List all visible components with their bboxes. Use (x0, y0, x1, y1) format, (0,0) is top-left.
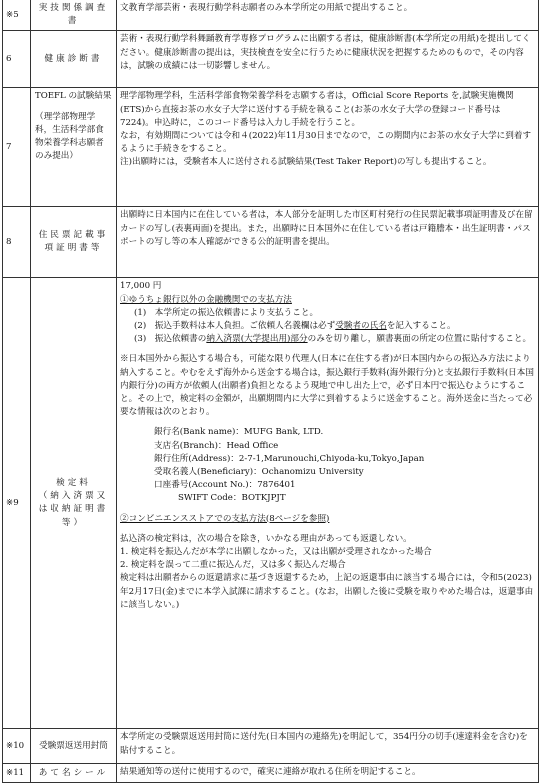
document-name (31, 278, 117, 729)
refund-case: 2. 検定料を誤って二重に振込んだ，又は多く振込んだ場合 (120, 560, 346, 571)
step-emphasis: 受験者の氏名 (335, 321, 387, 332)
row-number: 7 (3, 88, 31, 207)
bank-account-number: 口座番号(Account No.)：7876401 (154, 480, 296, 491)
document-description: 本学所定の受験票返送用封筒に送付先(日本国内の連絡先)を明記して，354円分の切手(速達料金を含む)を貼付すること。 (117, 729, 539, 764)
bank-name: 銀行名(Bank name)：MUFG Bank, LTD. (154, 427, 324, 438)
toefl-instruction: 理学部物理学科，生活科学部食物栄養学科を志願する者は，Official Score Reports を,試験実施機関(ETS)から直接お茶の水女子大学に送付する手続を執ること(お茶の水女子大学の登録コード番号は 7224)。申込時に，このコード番号は入力し手続を行うこと。 (120, 91, 514, 128)
toefl-copy-note: 注)出願時には，受験者本人に送付される試験結果(Test Taker Report)の写しも提出すること。 (120, 157, 492, 168)
document-name (31, 88, 117, 207)
bank-swift-code: SWIFT Code：BOTKJPJT (178, 493, 286, 504)
step-text: (2) 振込手数料は本人負担。ご依頼人名義欄は必ず (134, 321, 336, 332)
document-name-condition: （納入済票又は収納証明書等） (38, 491, 109, 528)
bank-payment-step (120, 320, 535, 333)
row-number: ※10 (3, 729, 31, 764)
document-description: 芸術・表現行動学科舞踊教育学専修プログラムに出願する者は，健康診断書(本学所定の用紙)を提出してください。健康診断書の提出は，実技検査を安全に行うために健康状況を把握するためのもので，その内容は，試験の成績には一切影響しません。 (117, 31, 539, 88)
bank-beneficiary: 受取名義人(Beneficiary)：Ochanomizu University (154, 467, 364, 478)
refund-request-note: 検定料は出願者からの返還請求に基づき返還するため，上記の返還事由に該当する場合には，令和5(2023)年2月17日(金)までに本学入試課に請求すること。(なお，出願した後に受験を取りやめた場合は，返還事由に該当しない。) (120, 573, 534, 610)
document-description: 文教育学部芸術・表現行動学科志願者のみ本学所定の用紙で提出すること。 (117, 0, 539, 31)
convenience-store-payment-heading: ②コンビニエンスストアでの支払方法(8ページを参照) (120, 513, 330, 524)
step-text: のみを切り離し，願書裏面の所定の位置に貼付すること。 (307, 334, 532, 345)
table-row (3, 764, 539, 783)
document-name: 住民票記載事項証明書等 (31, 207, 117, 278)
document-name: 実技関係調査書 (31, 0, 117, 31)
application-documents-table-page (2, 0, 538, 783)
bank-payment-step (120, 333, 535, 346)
exam-fee-amount: 17,000 円 (120, 281, 162, 292)
overseas-payment-note: ※日本国外から振込する場合も，可能な限り代理人(日本に在住する者)が日本国内からの振込み方法により納入すること。やむをえず海外から送金する場合は，振込銀行手数料(海外銀行分)と支払銀行手数料(日本国内銀行分)の両方が依頼人(出願者)負担となるよう現地で申し出た上で，必ず日本円で振込むようにすること。その上で，検定料の金額が，出願期間内に大学に到着するように送金すること。海外送金に当たって必要な情報は次のとおり。 (120, 354, 534, 418)
bank-payment-heading: ①ゆうちょ銀行以外の金融機関での支払方法 (120, 294, 292, 305)
document-description: 結果通知等の送付に使用するので，確実に連絡が取れる住所を明記すること。 (117, 764, 539, 783)
table-row (3, 88, 539, 207)
toefl-validity-note: なお，有効期間については令和４(2022)年11月30日までなので，この期間内にお茶の水女子大学に到着するように手続きをすること。 (120, 131, 532, 155)
document-name: あて名シール (31, 764, 117, 783)
table-row (3, 278, 539, 729)
step-emphasis: 納入済票(大学提出用)部分 (206, 334, 308, 345)
bank-branch: 支店名(Branch)：Head Office (154, 440, 279, 451)
table-row (3, 207, 539, 278)
row-number: ※9 (3, 278, 31, 729)
document-description (117, 278, 539, 729)
row-number: ※11 (3, 764, 31, 783)
table-row (3, 729, 539, 764)
document-name: 受験票返送用封筒 (31, 729, 117, 764)
document-description (117, 88, 539, 207)
step-text: (3) 振込依頼書の (134, 334, 207, 345)
document-name-title: 検定料 (56, 478, 91, 488)
table-row (3, 31, 539, 88)
bank-address: 銀行住所(Address)：2-7-1,Marunouchi,Chiyoda-ku,Tokyo,Japan (154, 453, 425, 464)
refund-policy: 払込済の検定料は，次の場合を除き，いかなる理由があっても返還しない。 (120, 533, 412, 544)
document-name: 健康診断書 (31, 31, 117, 88)
row-number: 8 (3, 207, 31, 278)
table-row (3, 0, 539, 31)
document-name-condition: （理学部物理学科，生活科学部食物栄養学科志願者のみ提出） (35, 111, 104, 162)
bank-payment-step: (1) 本学所定の振込依頼書により支払うこと。 (134, 307, 319, 318)
refund-case: 1. 検定料を振込んだが本学に出願しなかった，又は出願が受理されなかった場合 (120, 547, 432, 558)
application-documents-table (2, 0, 539, 783)
row-number: ※5 (3, 0, 31, 31)
step-text: を記入すること。 (386, 321, 456, 332)
document-description: 出願時に日本国内に在住している者は，本人部分を証明した市区町村発行の住民票記載事項証明書及び在留カードの写し(表裏両面)を提出。また，出願時に日本国外に在住している者は戸籍謄本・出生証明書・パスポートの写し等の本人確認ができる公的証明書を提出。 (117, 207, 539, 278)
document-name-title: TOEFL の試験結果 (35, 91, 112, 102)
row-number: 6 (3, 31, 31, 88)
